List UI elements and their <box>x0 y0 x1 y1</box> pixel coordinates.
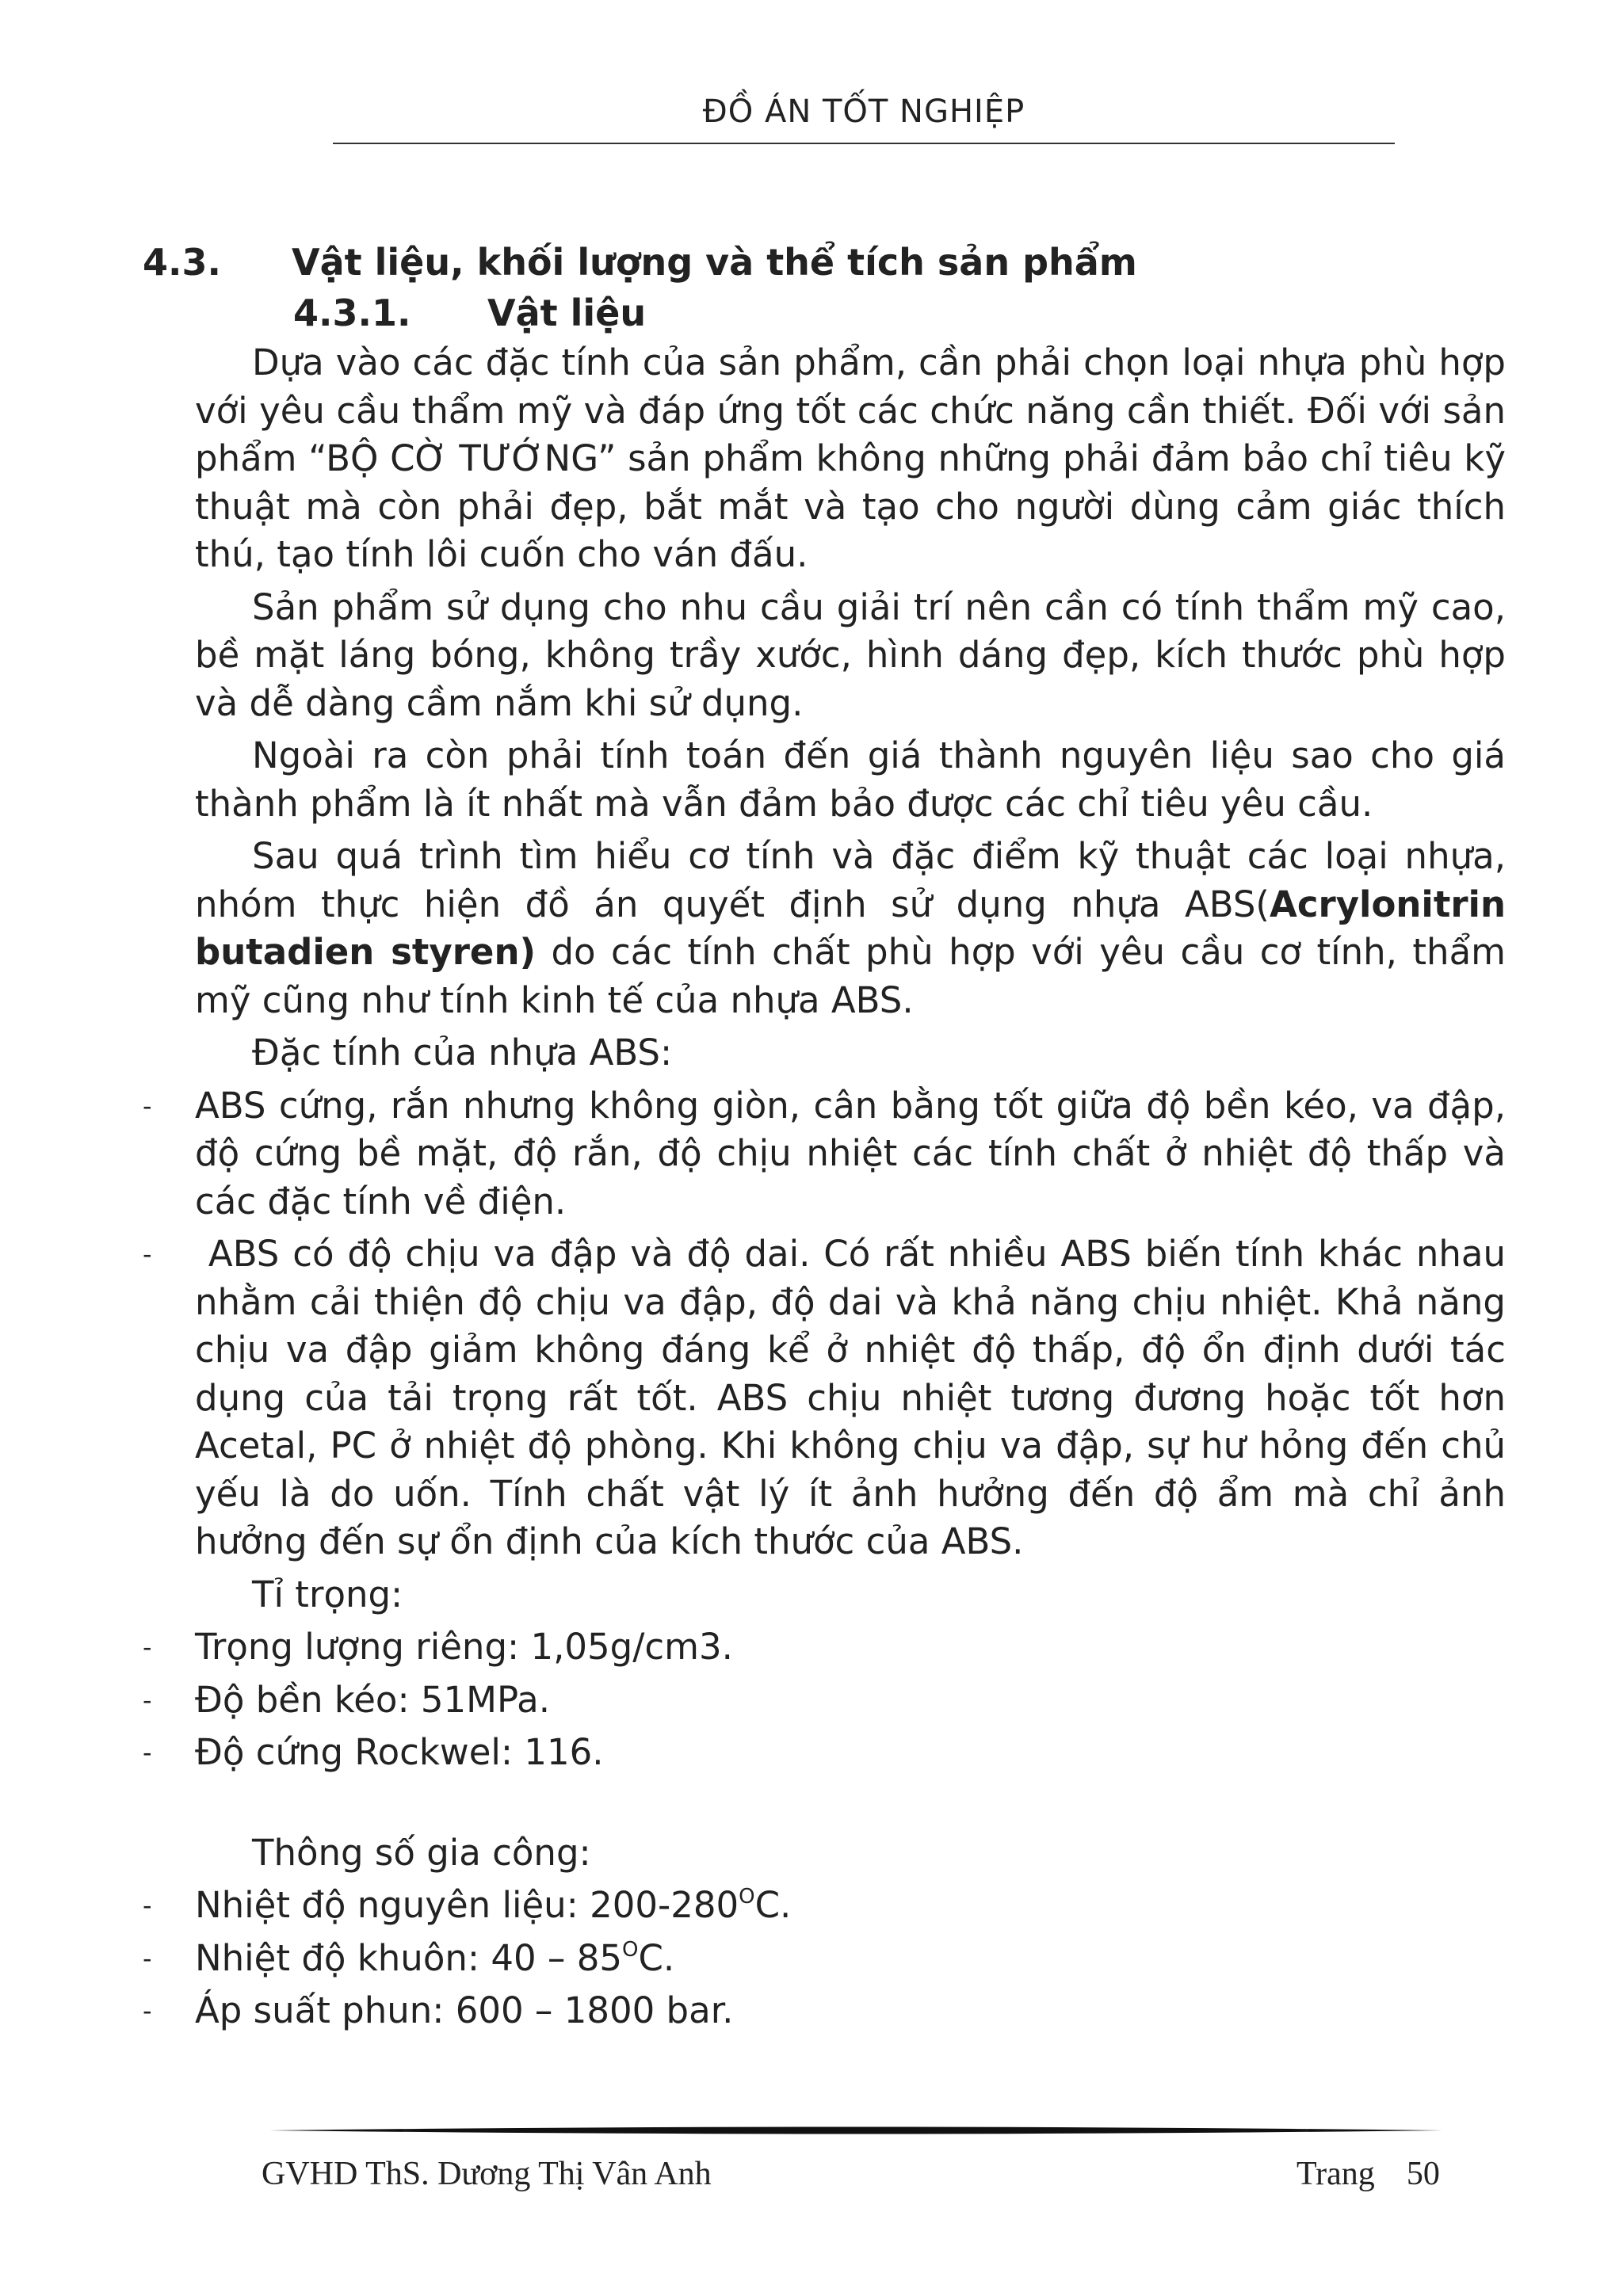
subsection-number: 4.3.1. <box>293 292 411 334</box>
footer-divider <box>269 2119 1442 2142</box>
processing-heading: Thông số gia công: <box>252 1831 591 1874</box>
footer-supervisor: GVHD ThS. Dương Thị Vân Anh <box>262 2156 712 2192</box>
degree-superscript: O <box>739 1885 755 1909</box>
bullet-dash: - <box>143 1996 152 2026</box>
section-number: 4.3. <box>143 241 221 284</box>
bullet-dash: - <box>143 1943 152 1974</box>
material-temperature-label: Nhiệt độ nguyên liệu: 200-280 <box>195 1884 739 1926</box>
paragraph-cost: Ngoài ra còn phải tính toán đến giá thành nguyên liệu sao cho giá thành phẩm là ít nhất mà vẫn đảm bảo được các chỉ tiêu yêu cầu. <box>195 734 1506 825</box>
material-full-name: Acrylonitrin butadien styren) <box>195 883 1506 973</box>
section-heading <box>143 238 1506 287</box>
footer-page <box>1296 2155 1440 2193</box>
property-text: ABS có độ chịu va đập và độ dai. Có rất nhiều ABS biến tính khác nhau nhằm cải thiện độ chịu va đập, độ dai và khả năng chịu nhiệt. Khả năng chịu va đập giảm không đáng kể ở nhiệt độ thấp, độ ổn định dưới tác dụng của tải trọng rất tốt. ABS chịu nhiệt tương đương hoặc tốt hơn Acetal, PC ở nhiệt độ phòng. Khi không chịu va đập, sự hư hỏng đến chủ yếu là do uốn. Tính chất vật lý ít ảnh hưởng đến độ ẩm mà chỉ ảnh hưởng đến sự ổn định của kích thước của ABS. <box>195 1233 1518 1562</box>
page-label: Trang <box>1296 2156 1375 2192</box>
paragraph-aesthetics: Sản phẩm sử dụng cho nhu cầu giải trí nên cần có tính thẩm mỹ cao, bề mặt láng bóng, không trầy xước, hình dáng đẹp, kích thước phù hợp và dễ dàng cầm nắm khi sử dụng. <box>195 585 1506 724</box>
section-title: Vật liệu, khối lượng và thể tích sản phẩm <box>292 241 1137 284</box>
bullet-dash: - <box>143 1737 152 1768</box>
list-item <box>143 1082 1506 1226</box>
temperature-unit: C. <box>638 1936 675 1979</box>
body-text <box>143 339 1518 2035</box>
list-item <box>143 1729 1506 1777</box>
degree-superscript: O <box>621 1937 639 1962</box>
paragraph-material-choice <box>195 833 1506 1024</box>
density-heading: Tỉ trọng: <box>252 1573 403 1615</box>
temperature-unit: C. <box>754 1884 792 1926</box>
subsection-title: Vật liệu <box>487 292 647 334</box>
injection-pressure: Áp suất phun: 600 – 1800 bar. <box>195 1989 734 2031</box>
header-title: ĐỒ ÁN TỐT NGHIỆP <box>702 93 1025 130</box>
list-item <box>143 1882 1506 1930</box>
page-number: 50 <box>1406 2156 1440 2192</box>
property-text: ABS cứng, rắn nhưng không giòn, cân bằng tốt giữa độ bền kéo, va đập, độ cứng bề mặt, độ rắn, độ chịu nhiệt các tính chất ở nhiệt độ thấp và các đặc tính về điện. <box>195 1084 1506 1222</box>
subsection-heading <box>293 288 1506 338</box>
mold-temperature-label: Nhiệt độ khuôn: 40 – 85 <box>195 1936 622 1979</box>
vertical-spacer <box>195 1782 1506 1829</box>
bullet-dash: - <box>143 1239 152 1269</box>
list-item <box>143 1935 1506 1983</box>
list-item <box>143 1623 1506 1672</box>
material-temperature <box>195 1884 791 1926</box>
mold-temperature <box>195 1937 674 1979</box>
properties-heading: Đặc tính của nhựa ABS: <box>252 1032 673 1074</box>
bullet-dash: - <box>143 1632 152 1662</box>
bullet-dash: - <box>143 1890 152 1920</box>
material-choice-text: Sau quá trình tìm hiểu cơ tính và đặc điểm kỹ thuật các loại nhựa, nhóm thực hiện đồ án quyết định sử dụng nhựa ABS( <box>195 835 1506 925</box>
density-item: Độ bền kéo: 51MPa. <box>195 1678 551 1721</box>
density-item: Độ cứng Rockwel: 116. <box>195 1731 604 1773</box>
bullet-dash: - <box>143 1090 152 1121</box>
list-item <box>143 1987 1506 2035</box>
density-item: Trọng lượng riêng: 1,05g/cm3. <box>195 1626 733 1668</box>
bullet-dash: - <box>143 1684 152 1715</box>
page-content <box>143 238 1518 2040</box>
header-divider <box>333 143 1395 144</box>
paragraph-product-requirements: Dựa vào các đặc tính của sản phẩm, cần phải chọn loại nhựa phù hợp với yêu cầu thẩm mỹ và đáp ứng tốt các chức năng cần thiết. Đối với sản phẩm “BỘ CỜ TƯỚNG” sản phẩm không những phải đảm bảo chỉ tiêu kỹ thuật mà còn phải đẹp, bắt mắt và tạo cho người dùng cảm giác thích thú, tạo tính lôi cuốn cho ván đấu. <box>195 341 1506 575</box>
material-choice-reason: do các tính chất phù hợp với yêu cầu cơ tính, thẩm mỹ cũng như tính kinh tế của nhựa ABS. <box>195 931 1506 1021</box>
list-item <box>143 1230 1518 1566</box>
list-item <box>143 1676 1506 1725</box>
